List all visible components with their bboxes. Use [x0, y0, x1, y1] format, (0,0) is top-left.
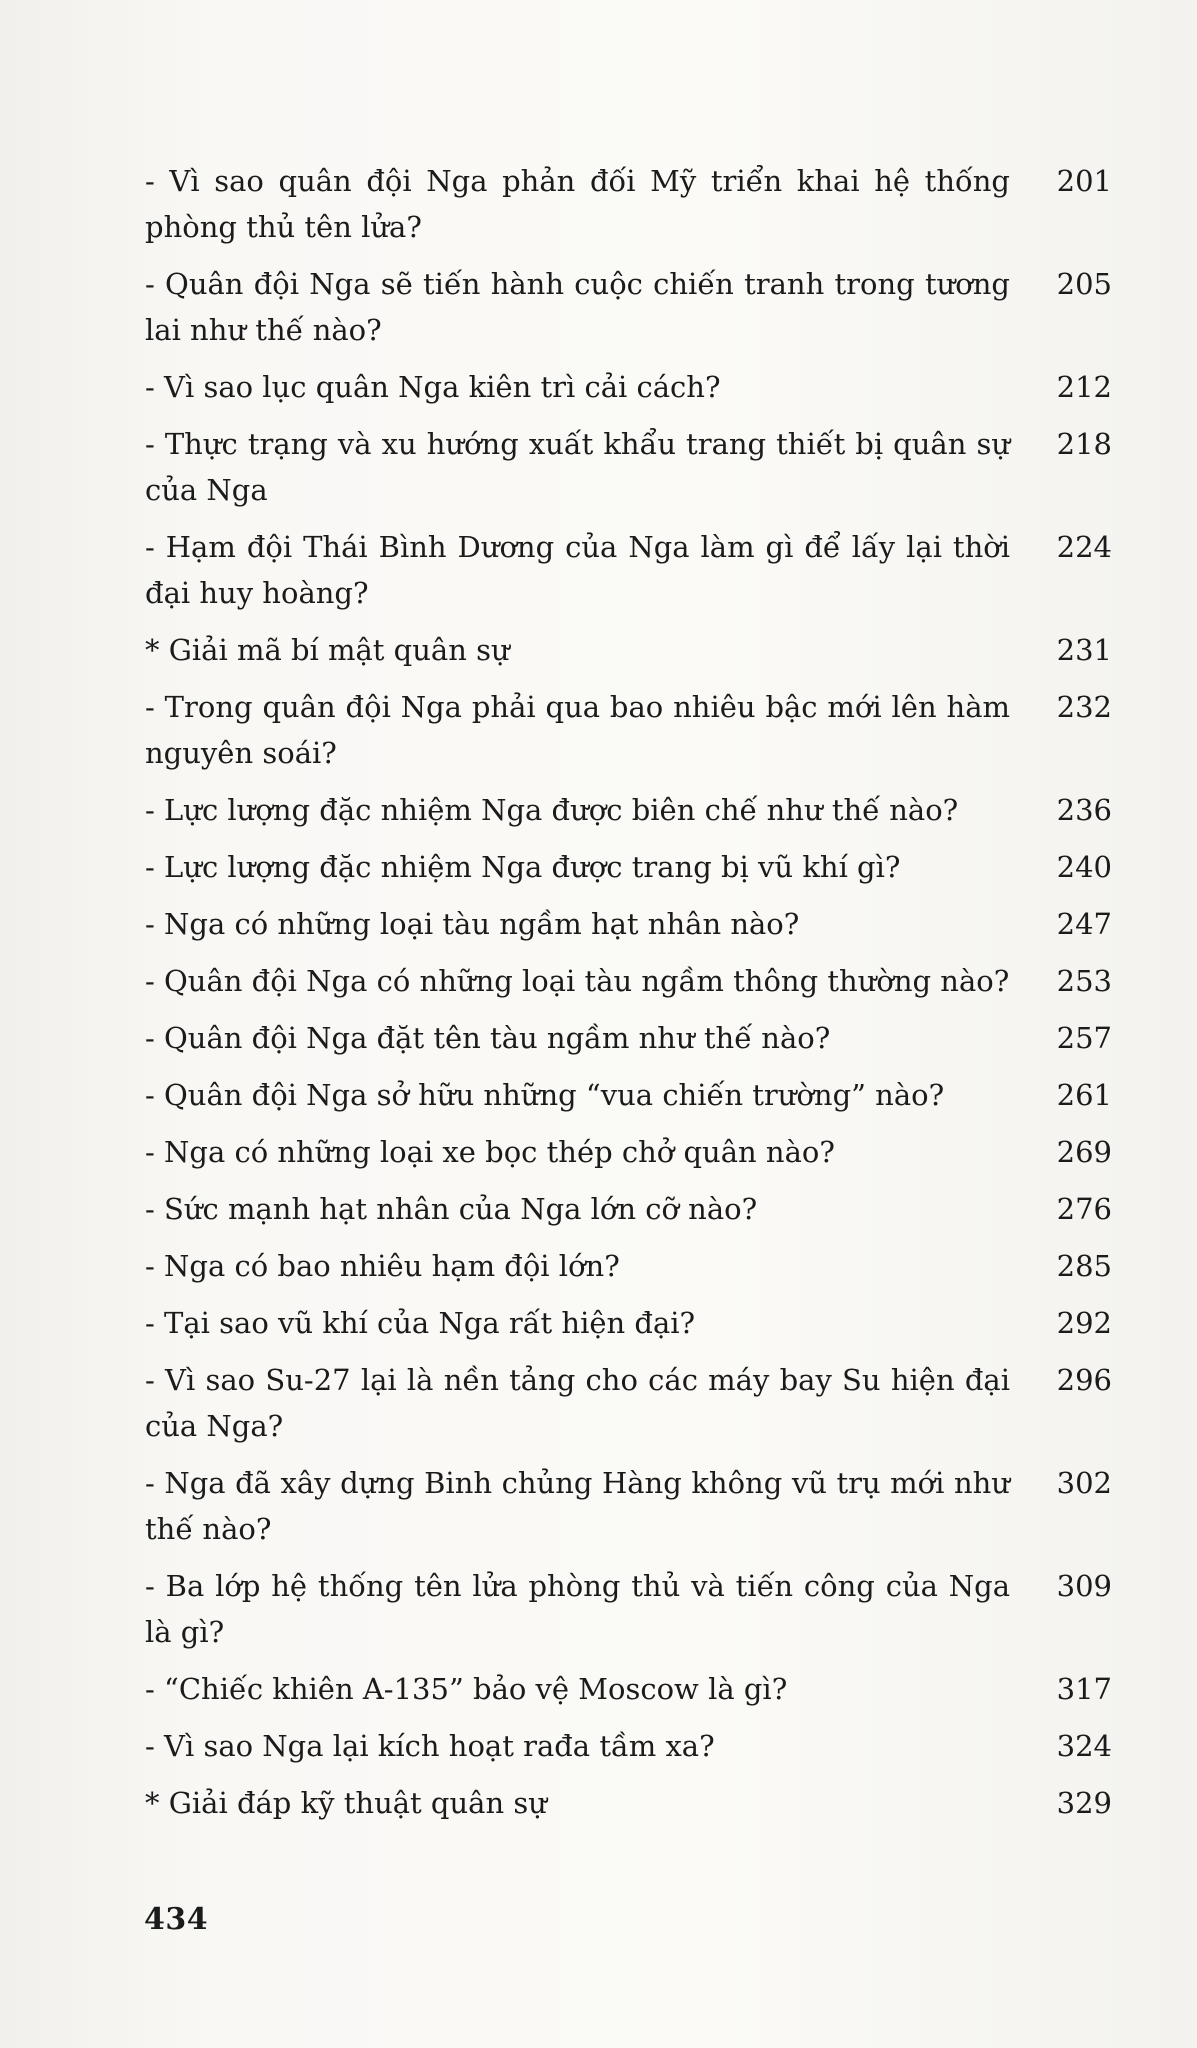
toc-entry	[145, 364, 1117, 410]
toc-entry-title: - Tại sao vũ khí của Nga rất hiện đại?	[145, 1306, 696, 1340]
toc-entry	[145, 1666, 1117, 1712]
toc-entry	[145, 1072, 1117, 1118]
toc-entry-page: 261	[1056, 1078, 1112, 1112]
toc-entry-title: - Nga có bao nhiêu hạm đội lớn?	[145, 1249, 620, 1283]
toc-entry-title: - Nga có những loại tàu ngầm hạt nhân nào?	[145, 907, 800, 941]
toc-entry-title: - Vì sao lục quân Nga kiên trì cải cách?	[145, 370, 721, 404]
toc-section-heading	[145, 627, 1117, 673]
toc-entry-page: 257	[1056, 1021, 1112, 1055]
toc-entry-title: - Nga có những loại xe bọc thép chở quân nào?	[145, 1135, 835, 1169]
toc-entry-page: 309	[1056, 1569, 1112, 1603]
page-number: 434	[144, 1902, 209, 1937]
toc-entry-page: 236	[1056, 793, 1112, 827]
toc-entry	[145, 524, 1117, 616]
toc-entry-title: - Thực trạng và xu hướng xuất khẩu trang thiết bị quân sự của Nga	[145, 427, 1010, 507]
toc-entry-page: 201	[1056, 164, 1112, 198]
toc-entry	[145, 684, 1117, 776]
toc-entry-page: 269	[1056, 1135, 1112, 1169]
toc-entry	[145, 787, 1117, 833]
toc-entry-title: - Vì sao Su-27 lại là nền tảng cho các máy bay Su hiện đại của Nga?	[145, 1363, 1010, 1443]
toc-entry-page: 240	[1056, 850, 1112, 884]
toc-entry	[145, 958, 1117, 1004]
toc-entry-title: - Quân đội Nga sẽ tiến hành cuộc chiến tranh trong tương lai như thế nào?	[145, 267, 1010, 347]
toc-entry-title: * Giải mã bí mật quân sự	[145, 633, 510, 667]
toc-entry-title: - Ba lớp hệ thống tên lửa phòng thủ và tiến công của Nga là gì?	[145, 1569, 1010, 1649]
toc-entry	[145, 261, 1117, 353]
toc-entry-page: 324	[1056, 1729, 1112, 1763]
toc-entry	[145, 844, 1117, 890]
toc-entry	[145, 158, 1117, 250]
toc-entry	[145, 1300, 1117, 1346]
toc-entry-title: * Giải đáp kỹ thuật quân sự	[145, 1786, 547, 1820]
toc-entry-page: 329	[1056, 1786, 1112, 1820]
toc-entry-page: 276	[1056, 1192, 1112, 1226]
toc-entry	[145, 1015, 1117, 1061]
toc-entry-title: - Sức mạnh hạt nhân của Nga lớn cỡ nào?	[145, 1192, 758, 1226]
toc-entry-title: - Vì sao quân đội Nga phản đối Mỹ triển khai hệ thống phòng thủ tên lửa?	[145, 164, 1010, 244]
toc-entry	[145, 1357, 1117, 1449]
toc-entry-title: - Lực lượng đặc nhiệm Nga được trang bị vũ khí gì?	[145, 850, 901, 884]
toc-entry-page: 212	[1056, 370, 1112, 404]
toc-entry-title: - Quân đội Nga đặt tên tàu ngầm như thế nào?	[145, 1021, 831, 1055]
toc-entry-page: 247	[1056, 907, 1112, 941]
toc-entry-title: - Lực lượng đặc nhiệm Nga được biên chế như thế nào?	[145, 793, 959, 827]
toc-entry-page: 317	[1056, 1672, 1112, 1706]
toc-entry	[145, 1460, 1117, 1552]
toc-entry-page: 224	[1056, 530, 1112, 564]
toc-entry	[145, 421, 1117, 513]
toc-entry-page: 302	[1056, 1466, 1112, 1500]
toc-entry-page: 232	[1056, 690, 1112, 724]
toc-entry-title: - Quân đội Nga sở hữu những “vua chiến trường” nào?	[145, 1078, 945, 1112]
toc-entry	[145, 1723, 1117, 1769]
toc-entry	[145, 1563, 1117, 1655]
toc-entry-page: 292	[1056, 1306, 1112, 1340]
toc-entry-page: 231	[1056, 633, 1112, 667]
toc-entry-page: 285	[1056, 1249, 1112, 1283]
toc-entry-title: - Vì sao Nga lại kích hoạt rađa tầm xa?	[145, 1729, 715, 1763]
toc-entry	[145, 1129, 1117, 1175]
toc-entry-title: - Hạm đội Thái Bình Dương của Nga làm gì để lấy lại thời đại huy hoàng?	[145, 530, 1010, 610]
toc-entry-title: - Trong quân đội Nga phải qua bao nhiêu bậc mới lên hàm nguyên soái?	[145, 690, 1010, 770]
toc-entry	[145, 901, 1117, 947]
table-of-contents	[145, 158, 1117, 1837]
toc-entry-title: - Nga đã xây dựng Binh chủng Hàng không vũ trụ mới như thế nào?	[145, 1466, 1010, 1546]
toc-entry-title: - Quân đội Nga có những loại tàu ngầm thông thường nào?	[145, 964, 1010, 998]
toc-entry	[145, 1186, 1117, 1232]
toc-entry-page: 296	[1056, 1363, 1112, 1397]
toc-entry-title: - “Chiếc khiên A-135” bảo vệ Moscow là gì?	[145, 1672, 788, 1706]
toc-section-heading	[145, 1780, 1117, 1826]
toc-entry-page: 253	[1056, 964, 1112, 998]
toc-entry	[145, 1243, 1117, 1289]
toc-entry-page: 218	[1056, 427, 1112, 461]
toc-entry-page: 205	[1056, 267, 1112, 301]
